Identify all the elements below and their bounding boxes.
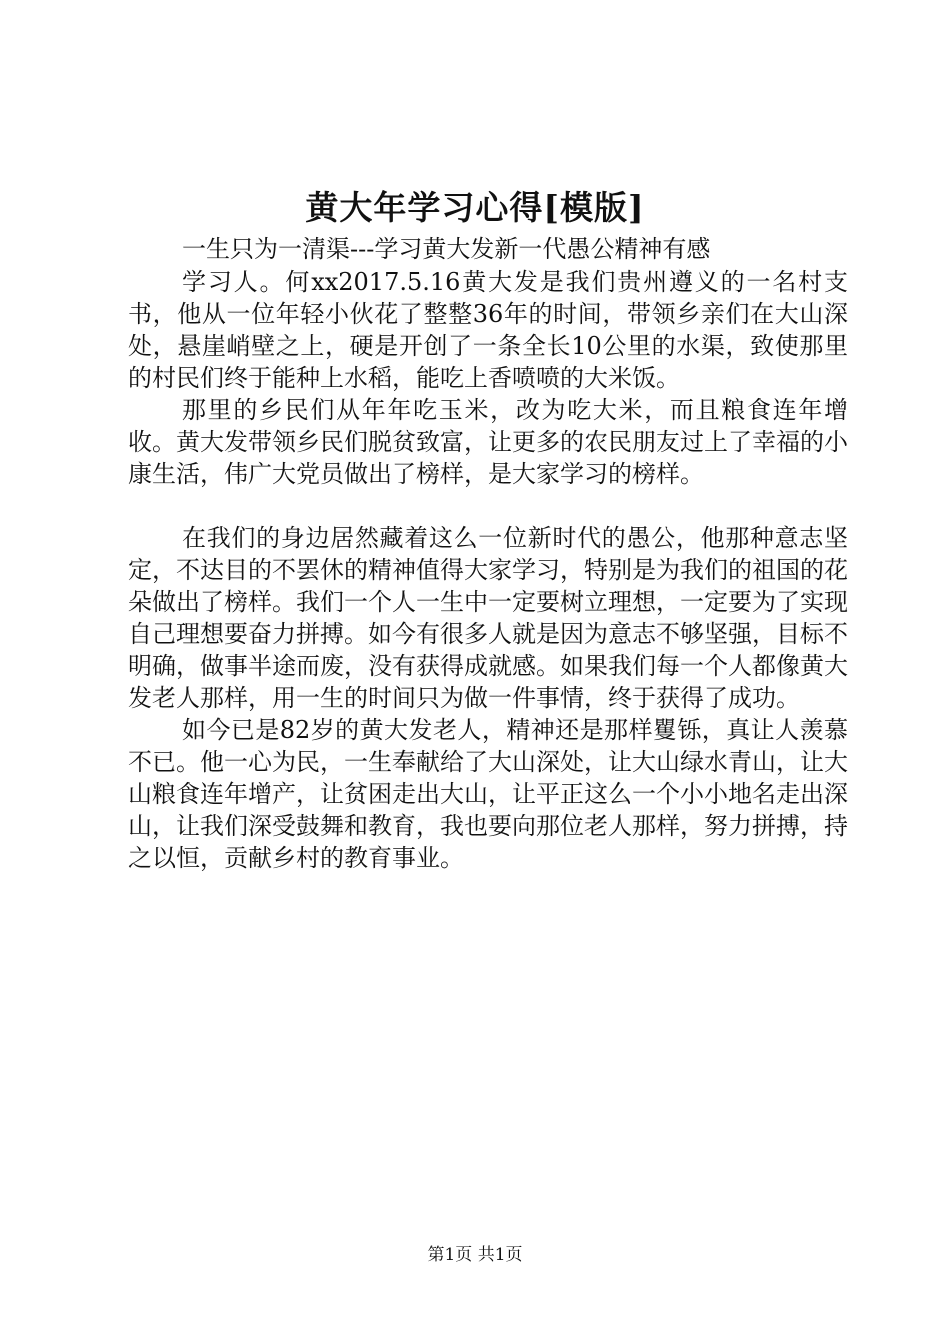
document-subtitle: 一生只为一清渠---学习黄大发新一代愚公精神有感 bbox=[182, 235, 711, 263]
paragraph-3: 在我们的身边居然藏着这么一位新时代的愚公，他那种意志坚定，不达目的不罢休的精神值得大家学习，特别是为我们的祖国的花朵做出了榜样。我们一个人一生中一定要树立理想，一定要为了实现自己理想要奋力拼搏。如今有很多人就是因为意志不够坚强，目标不明确，做事半途而废，没有获得成就感。如果我们每一个人都像黄大发老人那样，用一生的时间只为做一件事情，终于获得了成功。 bbox=[128, 524, 848, 712]
document-title: 黄大年学习心得[模版] bbox=[305, 188, 645, 227]
paragraph-2: 那里的乡民们从年年吃玉米，改为吃大米，而且粮食连年增收。黄大发带领乡民们脱贫致富，让更多的农民朋友过上了幸福的小康生活，伟广大党员做出了榜样，是大家学习的榜样。 bbox=[128, 396, 848, 488]
paragraph-4: 如今已是82岁的黄大发老人，精神还是那样矍铄，真让人羡慕不已。他一心为民，一生奉献给了大山深处，让大山绿水青山，让大山粮食连年增产，让贫困走出大山，让平正这么一个小小地名走出深山，让我们深受鼓舞和教育，我也要向那位老人那样，努力拼搏，持之以恒，贡献乡村的教育事业。 bbox=[128, 716, 848, 872]
page-footer: 第1页 共1页 bbox=[427, 1245, 523, 1265]
document-body bbox=[128, 266, 848, 874]
paragraph-1: 学习人。何xx2017.5.16黄大发是我们贵州遵义的一名村支书，他从一位年轻小伙花了整整36年的时间，带领乡亲们在大山深处，悬崖峭壁之上，硬是开创了一条全长10公里的水渠，致使那里的村民们终于能种上水稻，能吃上香喷喷的大米饭。 bbox=[128, 268, 848, 392]
